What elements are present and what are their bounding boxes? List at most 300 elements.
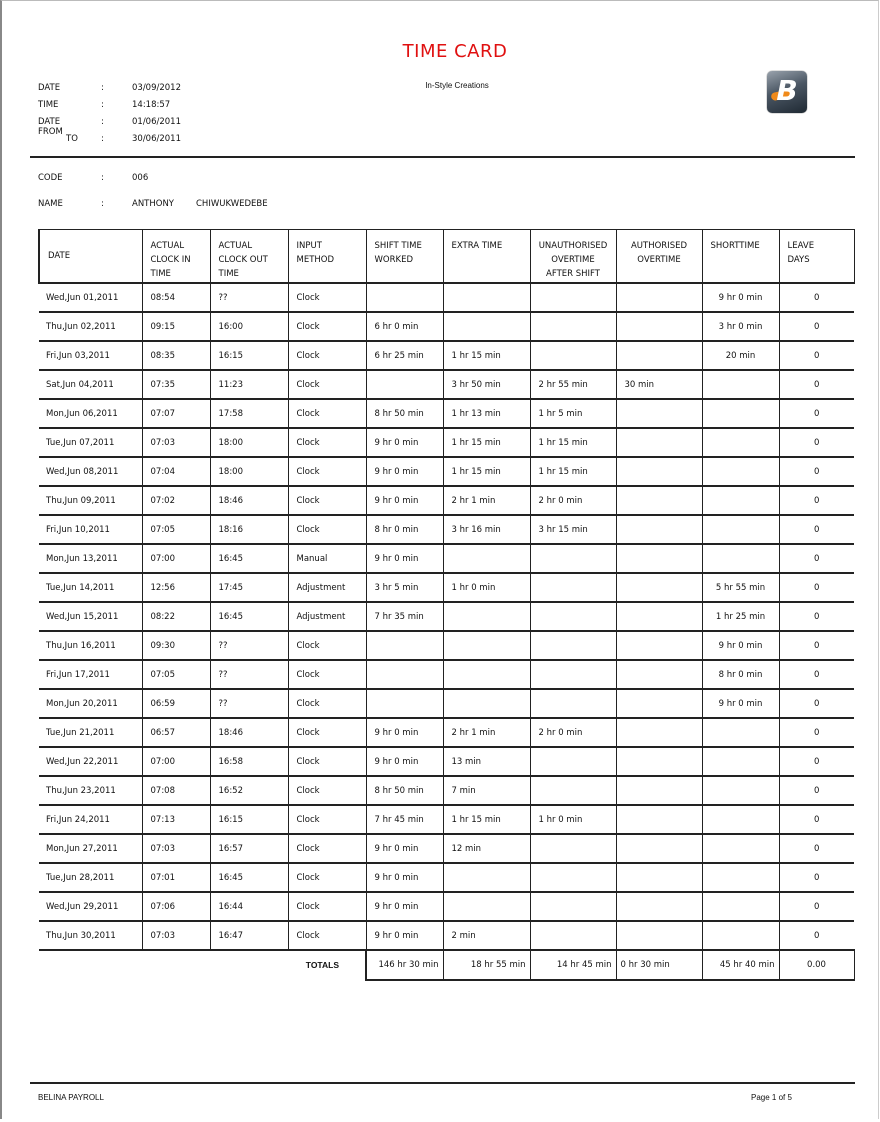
date-from-label: DATE FROM: [38, 117, 63, 137]
cell-input-method: Clock: [288, 776, 366, 805]
cell-clock-out: 18:00: [210, 428, 288, 457]
cell-clock-in: 06:57: [142, 718, 210, 747]
cell-clock-out: 16:44: [210, 892, 288, 921]
cell-extra-time: 3 hr 50 min: [443, 370, 530, 399]
cell-clock-in: 07:04: [142, 457, 210, 486]
code-label: CODE: [38, 173, 63, 183]
page-number: Page 1 of 5: [751, 1093, 792, 1102]
cell-authorised-overtime: [616, 776, 702, 805]
cell-authorised-overtime: [616, 283, 702, 312]
cell-shorttime: [702, 834, 779, 863]
cell-clock-out: 16:15: [210, 805, 288, 834]
cell-clock-in: 07:07: [142, 399, 210, 428]
cell-unauthorised-overtime: 2 hr 55 min: [530, 370, 616, 399]
cell-clock-out: 16:00: [210, 312, 288, 341]
cell-extra-time: 1 hr 15 min: [443, 341, 530, 370]
cell-date: Thu,Jun 09,2011: [39, 486, 142, 515]
cell-shift-time: [366, 631, 443, 660]
cell-shorttime: 1 hr 25 min: [702, 602, 779, 631]
cell-unauthorised-overtime: 3 hr 15 min: [530, 515, 616, 544]
cell-date: Wed,Jun 01,2011: [39, 283, 142, 312]
cell-shift-time: 7 hr 35 min: [366, 602, 443, 631]
cell-leave-days: 0: [779, 341, 854, 370]
cell-clock-out: 16:45: [210, 602, 288, 631]
cell-leave-days: 0: [779, 573, 854, 602]
cell-shorttime: [702, 370, 779, 399]
cell-date: Mon,Jun 27,2011: [39, 834, 142, 863]
cell-authorised-overtime: [616, 486, 702, 515]
cell-clock-in: 08:22: [142, 602, 210, 631]
cell-date: Thu,Jun 02,2011: [39, 312, 142, 341]
total-shift-time: 146 hr 30 min: [366, 950, 443, 980]
cell-input-method: Clock: [288, 399, 366, 428]
cell-input-method: Clock: [288, 805, 366, 834]
table-row: [39, 457, 854, 486]
cell-leave-days: 0: [779, 602, 854, 631]
cell-date: Thu,Jun 16,2011: [39, 631, 142, 660]
cell-shorttime: 3 hr 0 min: [702, 312, 779, 341]
cell-date: Tue,Jun 28,2011: [39, 863, 142, 892]
cell-leave-days: 0: [779, 370, 854, 399]
cell-date: Thu,Jun 30,2011: [39, 921, 142, 950]
cell-clock-out: 16:58: [210, 747, 288, 776]
cell-shorttime: [702, 921, 779, 950]
table-row: [39, 573, 854, 602]
cell-clock-in: 07:05: [142, 515, 210, 544]
table-row: [39, 312, 854, 341]
cell-clock-out: ??: [210, 660, 288, 689]
cell-date: Thu,Jun 23,2011: [39, 776, 142, 805]
name-label: NAME: [38, 199, 63, 209]
cell-unauthorised-overtime: 1 hr 0 min: [530, 805, 616, 834]
cell-authorised-overtime: [616, 863, 702, 892]
total-authorised-overtime: 0 hr 30 min: [616, 950, 702, 980]
date-to-value: 30/06/2011: [132, 134, 181, 144]
cell-shorttime: 9 hr 0 min: [702, 283, 779, 312]
cell-leave-days: 0: [779, 428, 854, 457]
cell-clock-out: 18:00: [210, 457, 288, 486]
cell-input-method: Clock: [288, 892, 366, 921]
cell-unauthorised-overtime: 2 hr 0 min: [530, 486, 616, 515]
cell-clock-in: 09:30: [142, 631, 210, 660]
cell-clock-out: 16:45: [210, 863, 288, 892]
cell-input-method: Clock: [288, 428, 366, 457]
cell-clock-in: 09:15: [142, 312, 210, 341]
cell-unauthorised-overtime: [530, 544, 616, 573]
cell-shift-time: [366, 370, 443, 399]
cell-authorised-overtime: [616, 718, 702, 747]
cell-date: Tue,Jun 21,2011: [39, 718, 142, 747]
cell-clock-in: 07:01: [142, 863, 210, 892]
cell-unauthorised-overtime: [530, 776, 616, 805]
cell-leave-days: 0: [779, 283, 854, 312]
col-extra-time: EXTRA TIME: [443, 230, 530, 284]
cell-shift-time: 3 hr 5 min: [366, 573, 443, 602]
cell-date: Wed,Jun 29,2011: [39, 892, 142, 921]
date-to-label: TO: [66, 134, 78, 144]
cell-input-method: Clock: [288, 370, 366, 399]
cell-leave-days: 0: [779, 805, 854, 834]
cell-input-method: Clock: [288, 631, 366, 660]
cell-extra-time: 2 hr 1 min: [443, 718, 530, 747]
cell-clock-in: 08:54: [142, 283, 210, 312]
employee-last-name: CHIWUKWEDEBE: [196, 199, 268, 209]
cell-extra-time: 13 min: [443, 747, 530, 776]
cell-authorised-overtime: [616, 747, 702, 776]
cell-clock-in: 07:35: [142, 370, 210, 399]
cell-input-method: Clock: [288, 457, 366, 486]
cell-unauthorised-overtime: [530, 834, 616, 863]
cell-unauthorised-overtime: 1 hr 5 min: [530, 399, 616, 428]
table-row: [39, 718, 854, 747]
cell-extra-time: [443, 544, 530, 573]
cell-authorised-overtime: [616, 921, 702, 950]
cell-shift-time: 6 hr 25 min: [366, 341, 443, 370]
cell-leave-days: 0: [779, 776, 854, 805]
cell-shorttime: [702, 863, 779, 892]
cell-clock-out: 17:58: [210, 399, 288, 428]
cell-extra-time: [443, 863, 530, 892]
cell-shift-time: 6 hr 0 min: [366, 312, 443, 341]
cell-authorised-overtime: [616, 399, 702, 428]
logo-letter: B: [776, 74, 798, 107]
cell-input-method: Clock: [288, 312, 366, 341]
table-row: [39, 370, 854, 399]
table-row: [39, 283, 854, 312]
cell-extra-time: [443, 602, 530, 631]
cell-shift-time: 8 hr 0 min: [366, 515, 443, 544]
cell-clock-out: 16:15: [210, 341, 288, 370]
cell-extra-time: [443, 892, 530, 921]
total-leave-days: 0.00: [779, 950, 854, 980]
cell-extra-time: 1 hr 15 min: [443, 457, 530, 486]
table-row: [39, 660, 854, 689]
cell-authorised-overtime: [616, 544, 702, 573]
col-clock-in: ACTUAL CLOCK IN TIME: [142, 230, 210, 284]
cell-extra-time: 2 min: [443, 921, 530, 950]
total-shorttime: 45 hr 40 min: [702, 950, 779, 980]
cell-shorttime: 5 hr 55 min: [702, 573, 779, 602]
cell-shift-time: 9 hr 0 min: [366, 486, 443, 515]
cell-input-method: Clock: [288, 863, 366, 892]
cell-shorttime: [702, 892, 779, 921]
col-date: DATE: [39, 230, 142, 284]
col-authorised-overtime: AUTHORISED OVERTIME: [616, 230, 702, 284]
cell-clock-in: 08:35: [142, 341, 210, 370]
colon: :: [101, 134, 104, 144]
cell-date: Mon,Jun 06,2011: [39, 399, 142, 428]
cell-extra-time: 1 hr 0 min: [443, 573, 530, 602]
cell-clock-in: 07:02: [142, 486, 210, 515]
cell-authorised-overtime: [616, 515, 702, 544]
table-row: [39, 486, 854, 515]
cell-leave-days: 0: [779, 718, 854, 747]
cell-clock-out: 16:52: [210, 776, 288, 805]
company-name: In-Style Creations: [425, 81, 489, 90]
cell-shift-time: 9 hr 0 min: [366, 921, 443, 950]
cell-shift-time: 9 hr 0 min: [366, 863, 443, 892]
cell-date: Wed,Jun 08,2011: [39, 457, 142, 486]
cell-extra-time: 1 hr 15 min: [443, 428, 530, 457]
header-divider: [30, 156, 855, 158]
cell-leave-days: 0: [779, 834, 854, 863]
cell-extra-time: 1 hr 15 min: [443, 805, 530, 834]
table-row: [39, 834, 854, 863]
cell-unauthorised-overtime: [530, 747, 616, 776]
cell-clock-out: 17:45: [210, 573, 288, 602]
cell-shift-time: 8 hr 50 min: [366, 776, 443, 805]
cell-unauthorised-overtime: 1 hr 15 min: [530, 428, 616, 457]
col-shift-time: SHIFT TIME WORKED: [366, 230, 443, 284]
table-row: [39, 921, 854, 950]
cell-shorttime: 9 hr 0 min: [702, 689, 779, 718]
cell-shift-time: [366, 283, 443, 312]
table-row: [39, 776, 854, 805]
col-shorttime: SHORTTIME: [702, 230, 779, 284]
cell-extra-time: 2 hr 1 min: [443, 486, 530, 515]
cell-shift-time: 9 hr 0 min: [366, 718, 443, 747]
cell-date: Fri,Jun 24,2011: [39, 805, 142, 834]
colon: :: [101, 173, 104, 183]
cell-extra-time: [443, 631, 530, 660]
cell-clock-out: ??: [210, 631, 288, 660]
cell-unauthorised-overtime: [530, 660, 616, 689]
cell-date: Tue,Jun 14,2011: [39, 573, 142, 602]
cell-shift-time: 9 hr 0 min: [366, 834, 443, 863]
cell-input-method: Clock: [288, 921, 366, 950]
cell-shorttime: [702, 457, 779, 486]
cell-unauthorised-overtime: [530, 921, 616, 950]
cell-shorttime: [702, 544, 779, 573]
col-unauthorised-overtime: UNAUTHORISED OVERTIME AFTER SHIFT: [530, 230, 616, 284]
time-label: TIME: [38, 100, 59, 110]
employee-first-name: ANTHONY: [132, 199, 174, 209]
table-row: [39, 341, 854, 370]
cell-extra-time: 12 min: [443, 834, 530, 863]
table-row: [39, 892, 854, 921]
cell-unauthorised-overtime: [530, 689, 616, 718]
cell-clock-out: 11:23: [210, 370, 288, 399]
table-row: [39, 602, 854, 631]
cell-clock-in: 07:05: [142, 660, 210, 689]
cell-shorttime: [702, 515, 779, 544]
cell-date: Fri,Jun 10,2011: [39, 515, 142, 544]
cell-leave-days: 0: [779, 457, 854, 486]
cell-unauthorised-overtime: [530, 573, 616, 602]
cell-leave-days: 0: [779, 921, 854, 950]
cell-unauthorised-overtime: 1 hr 15 min: [530, 457, 616, 486]
col-clock-out: ACTUAL CLOCK OUT TIME: [210, 230, 288, 284]
cell-clock-in: 07:03: [142, 834, 210, 863]
cell-input-method: Clock: [288, 689, 366, 718]
cell-input-method: Clock: [288, 486, 366, 515]
cell-clock-out: 16:45: [210, 544, 288, 573]
colon: :: [101, 83, 104, 93]
table-header-row: [39, 230, 854, 284]
cell-shift-time: 9 hr 0 min: [366, 544, 443, 573]
table-row: [39, 399, 854, 428]
cell-shorttime: [702, 718, 779, 747]
cell-authorised-overtime: [616, 602, 702, 631]
belina-logo-icon: [767, 71, 807, 113]
cell-shift-time: 7 hr 45 min: [366, 805, 443, 834]
cell-date: Mon,Jun 13,2011: [39, 544, 142, 573]
cell-clock-in: 07:13: [142, 805, 210, 834]
cell-unauthorised-overtime: [530, 863, 616, 892]
cell-leave-days: 0: [779, 892, 854, 921]
cell-clock-in: 06:59: [142, 689, 210, 718]
cell-clock-out: 16:47: [210, 921, 288, 950]
time-value: 14:18:57: [132, 100, 171, 110]
cell-shift-time: 9 hr 0 min: [366, 428, 443, 457]
report-title: TIME CARD: [402, 41, 508, 62]
cell-shift-time: 9 hr 0 min: [366, 457, 443, 486]
cell-date: Mon,Jun 20,2011: [39, 689, 142, 718]
cell-unauthorised-overtime: [530, 312, 616, 341]
cell-leave-days: 0: [779, 544, 854, 573]
colon: :: [101, 117, 104, 127]
cell-extra-time: [443, 312, 530, 341]
cell-clock-in: 07:08: [142, 776, 210, 805]
table-row: [39, 631, 854, 660]
cell-input-method: Adjustment: [288, 573, 366, 602]
timecard-table: [38, 229, 855, 981]
cell-date: Wed,Jun 15,2011: [39, 602, 142, 631]
table-body: [39, 283, 854, 950]
table-row: [39, 747, 854, 776]
cell-unauthorised-overtime: [530, 631, 616, 660]
colon: :: [101, 100, 104, 110]
cell-leave-days: 0: [779, 399, 854, 428]
cell-date: Sat,Jun 04,2011: [39, 370, 142, 399]
cell-date: Fri,Jun 03,2011: [39, 341, 142, 370]
cell-input-method: Clock: [288, 515, 366, 544]
cell-authorised-overtime: [616, 341, 702, 370]
total-extra-time: 18 hr 55 min: [443, 950, 530, 980]
cell-input-method: Clock: [288, 747, 366, 776]
cell-shift-time: [366, 660, 443, 689]
cell-unauthorised-overtime: 2 hr 0 min: [530, 718, 616, 747]
cell-extra-time: 7 min: [443, 776, 530, 805]
cell-date: Tue,Jun 07,2011: [39, 428, 142, 457]
cell-leave-days: 0: [779, 660, 854, 689]
cell-leave-days: 0: [779, 689, 854, 718]
cell-leave-days: 0: [779, 312, 854, 341]
date-label: DATE: [38, 83, 61, 93]
date-value: 03/09/2012: [132, 83, 181, 93]
cell-extra-time: 1 hr 13 min: [443, 399, 530, 428]
cell-leave-days: 0: [779, 747, 854, 776]
cell-clock-out: 18:16: [210, 515, 288, 544]
table-row: [39, 544, 854, 573]
total-unauthorised-overtime: 14 hr 45 min: [530, 950, 616, 980]
cell-input-method: Clock: [288, 341, 366, 370]
cell-authorised-overtime: 30 min: [616, 370, 702, 399]
table-row: [39, 515, 854, 544]
cell-authorised-overtime: [616, 428, 702, 457]
cell-date: Fri,Jun 17,2011: [39, 660, 142, 689]
cell-shorttime: [702, 747, 779, 776]
cell-clock-in: 07:03: [142, 428, 210, 457]
cell-input-method: Clock: [288, 834, 366, 863]
cell-clock-out: 16:57: [210, 834, 288, 863]
cell-shorttime: [702, 486, 779, 515]
cell-leave-days: 0: [779, 631, 854, 660]
col-leave-days: LEAVE DAYS: [779, 230, 854, 284]
cell-date: Wed,Jun 22,2011: [39, 747, 142, 776]
code-value: 006: [132, 173, 149, 183]
table-row: [39, 689, 854, 718]
cell-shorttime: 8 hr 0 min: [702, 660, 779, 689]
cell-input-method: Clock: [288, 718, 366, 747]
cell-authorised-overtime: [616, 805, 702, 834]
cell-clock-out: ??: [210, 283, 288, 312]
cell-extra-time: [443, 689, 530, 718]
cell-shorttime: [702, 805, 779, 834]
cell-authorised-overtime: [616, 312, 702, 341]
cell-input-method: Clock: [288, 283, 366, 312]
cell-shorttime: 20 min: [702, 341, 779, 370]
cell-extra-time: [443, 660, 530, 689]
cell-shift-time: 9 hr 0 min: [366, 747, 443, 776]
cell-unauthorised-overtime: [530, 602, 616, 631]
cell-authorised-overtime: [616, 631, 702, 660]
footer-product: BELINA PAYROLL: [38, 1093, 104, 1102]
cell-clock-in: 07:00: [142, 544, 210, 573]
cell-unauthorised-overtime: [530, 283, 616, 312]
cell-clock-in: 12:56: [142, 573, 210, 602]
cell-authorised-overtime: [616, 573, 702, 602]
cell-unauthorised-overtime: [530, 892, 616, 921]
date-from-value: 01/06/2011: [132, 117, 181, 127]
cell-clock-in: 07:00: [142, 747, 210, 776]
cell-leave-days: 0: [779, 486, 854, 515]
cell-shift-time: 8 hr 50 min: [366, 399, 443, 428]
cell-unauthorised-overtime: [530, 341, 616, 370]
cell-shorttime: 9 hr 0 min: [702, 631, 779, 660]
cell-leave-days: 0: [779, 515, 854, 544]
table-row: [39, 863, 854, 892]
cell-authorised-overtime: [616, 660, 702, 689]
cell-clock-in: 07:03: [142, 921, 210, 950]
cell-authorised-overtime: [616, 834, 702, 863]
totals-label-cell: [39, 950, 366, 980]
colon: :: [101, 199, 104, 209]
cell-input-method: Clock: [288, 660, 366, 689]
cell-extra-time: [443, 283, 530, 312]
cell-input-method: Manual: [288, 544, 366, 573]
cell-leave-days: 0: [779, 863, 854, 892]
table-row: [39, 428, 854, 457]
cell-input-method: Adjustment: [288, 602, 366, 631]
cell-shorttime: [702, 399, 779, 428]
cell-clock-in: 07:06: [142, 892, 210, 921]
cell-authorised-overtime: [616, 457, 702, 486]
cell-clock-out: 18:46: [210, 486, 288, 515]
cell-clock-out: 18:46: [210, 718, 288, 747]
col-input-method: INPUT METHOD: [288, 230, 366, 284]
cell-shift-time: 9 hr 0 min: [366, 892, 443, 921]
cell-shift-time: [366, 689, 443, 718]
footer-divider: [30, 1082, 855, 1084]
cell-shorttime: [702, 428, 779, 457]
cell-extra-time: 3 hr 16 min: [443, 515, 530, 544]
totals-row: [39, 950, 854, 980]
cell-authorised-overtime: [616, 689, 702, 718]
cell-shorttime: [702, 776, 779, 805]
table-row: [39, 805, 854, 834]
cell-authorised-overtime: [616, 892, 702, 921]
